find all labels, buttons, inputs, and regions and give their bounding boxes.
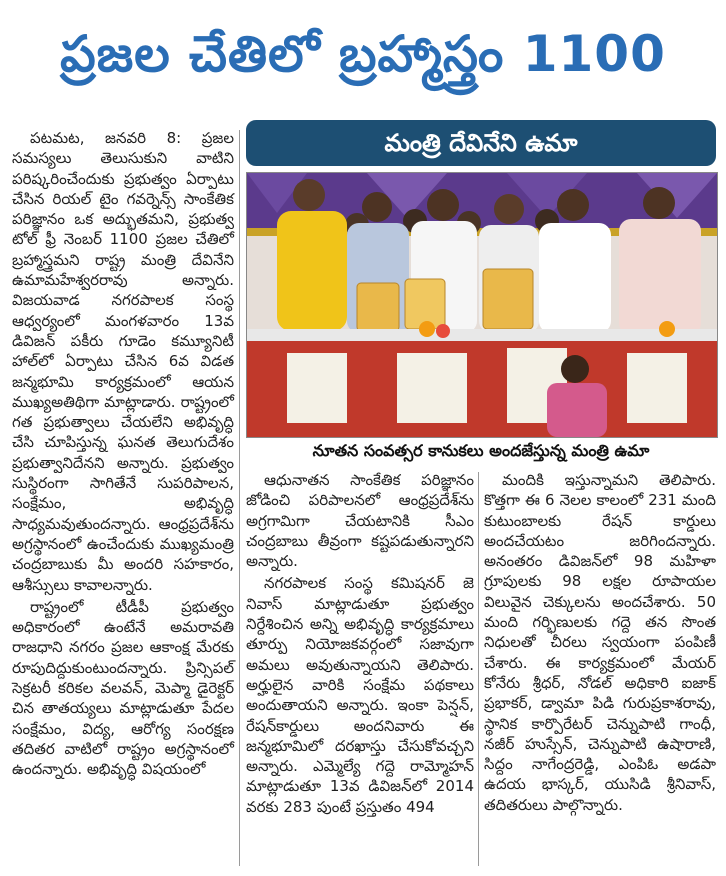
photo-caption: నూతన సంవత్సర కానుకలు అందజేస్తున్న మంత్రి ఉమా bbox=[312, 441, 650, 460]
column-rule bbox=[239, 130, 240, 866]
article-column-2 bbox=[246, 470, 474, 817]
paragraph: పటమట, జనవరి 8: ప్రజల సమస్యలు తెలుసుకుని వాటిని పరిష్కరించేందుకు ప్రభుత్వం ఏర్పాటు చేసిన రియల్ టైం గవర్నెన్స్ సాంకేతిక పరిజ్ఞానం ఒక అద్భుతమని, ప్రభుత్వ టోల్ ఫ్రీ నెంబర్ 1100 ప్రజల చేతిలో బ్రహ్మాస్త్రమని రాష్ట్ర మంత్రి దేవినేని ఉమామహేశ్వరరావు అన్నారు. విజయవాడ నగరపాలక సంస్థ ఆధ్వర్యంలో మంగళవారం 13వ డివిజన్ పకీరు గూడెం కమ్యూనిటీ హాల్‌లో ఏర్పాటు చేసిన 6వ విడత జన్మభూమి కార్యక్రమంలో ఆయన ముఖ్యఅతిథిగా మాట్లాడారు. రాష్ట్రంలో గత ప్రభుత్వాలు చేయలేని అభివృద్ధి చేసి చూపిస్తున్న ఘనత తెలుగుదేశం ప్రభుత్వానిదేనని అన్నారు. ప్రభుత్వం సుస్థిరంగా సాగితేనే సుపరిపాలన, సంక్షేమం, అభివృద్ధి సాధ్యమవుతుందన్నారు. ఆంధ్రప్రదేశ్‌ను అగ్రస్థానంలో ఉంచేందుకు ముఖ్యమంత్రి చంద్రబాబుకు మీ అందరి సహకారం, ఆశీస్సులు కావాలన్నారు. bbox=[12, 129, 234, 594]
subheadline-banner: మంత్రి దేవినేని ఉమా bbox=[246, 120, 716, 166]
paragraph: ఆధునాతన సాంకేతిక పరిజ్ఞానం జోడించి పరిపాలనలో ఆంధ్రప్రదేశ్‌ను అగ్రగామిగా చేయటానికి సీఎం చంద్రబాబు తీవ్రంగా కష్టపడుతున్నారని అన్నారు. bbox=[246, 471, 474, 571]
headline: ప్రజల చేతిలో బ్రహ్మాస్త్రం 1100 bbox=[60, 25, 666, 83]
column-rule bbox=[478, 472, 479, 866]
paragraph: మందికి ఇస్తున్నామని తెలిపారు. కొత్తగా ఈ 6 నెలల కాలంలో 231 మంది కుటుంబాలకు రేషన్ కార్డులు అందచేయటం జరిగిందన్నారు. అనంతరం డివిజన్‌లో 98 మహిళా గ్రూపులకు 98 లక్షల రూపాయల విలువైన చెక్కులను అందచేశారు. 50 మంది గర్భిణులకు గద్దె తన సొంత నిధులతో చీరలు స్వయంగా పంపిణీ చేశారు. ఈ కార్యక్రమంలో మేయర్ కోనేరు శ్రీధర్, నోడల్ అధికారి ఐజాక్ ప్రభాకర్, డ్వామా పిడి గురుప్రకాశరావు, స్థానిక కార్పొరేటర్ చెన్నుపాటి గాంధీ, నజీర్ హుస్సేన్, చెన్నుపాటి ఉషారాణి, సిద్దం నాగేంద్రరెడ్డి, ఎంపిఓ అడపా ఉదయ భాస్కర్, యుసిడి శ్రీనివాస్, తదితరులు పాల్గొన్నారు. bbox=[484, 471, 716, 814]
paragraph: నగరపాలక సంస్థ కమిషనర్ జె నివాస్ మాట్లాడుతూ ప్రభుత్వం నిర్దేశించిన అన్ని అభివృద్ధి కార్యక్రమాలు తూర్పు నియోజకవర్గంలో సజావుగా అమలు అవుతున్నాయని తెలిపారు. అర్హులైన వారికి సంక్షేమ పథకాలు అందుతాయని అన్నారు. ఇంకా పెన్షన్, రేషన్‌కార్డులు అందనివారు ఈ జన్మభూమిలో దరఖాస్తు చేసుకోవచ్చని అన్నారు. ఎమ్మెల్యే గద్దె రామ్మోహన్ మాట్లాడుతూ 13వ డివిజన్‌లో 2014 వరకు 283 పుంటే ప్రస్తుతం 494 bbox=[246, 574, 474, 816]
paragraph: రాష్ట్రంలో టీడీపీ ప్రభుత్వం అధికారంలో ఉంటేనే అమరావతి రాజధాని నగరం ప్రజల ఆకాంక్ష మేరకు రూపుదిద్దుకుంటుందన్నారు. ప్రిన్సిపల్ సెక్రటరీ కరికల వలవన్, మెప్మా డైరెక్టర్ చిన తాతయ్యలు మాట్లాడుతూ పేదల సంక్షేమం, విద్య, ఆరోగ్య సంరక్షణ తదితర వాటిలో రాష్ట్రం అగ్రస్థానంలో ఉందన్నారు. అభివృద్ధి విషయంలో bbox=[12, 597, 234, 779]
event-photo bbox=[246, 172, 718, 438]
article-column-1 bbox=[12, 128, 234, 780]
article-column-3 bbox=[484, 470, 716, 815]
